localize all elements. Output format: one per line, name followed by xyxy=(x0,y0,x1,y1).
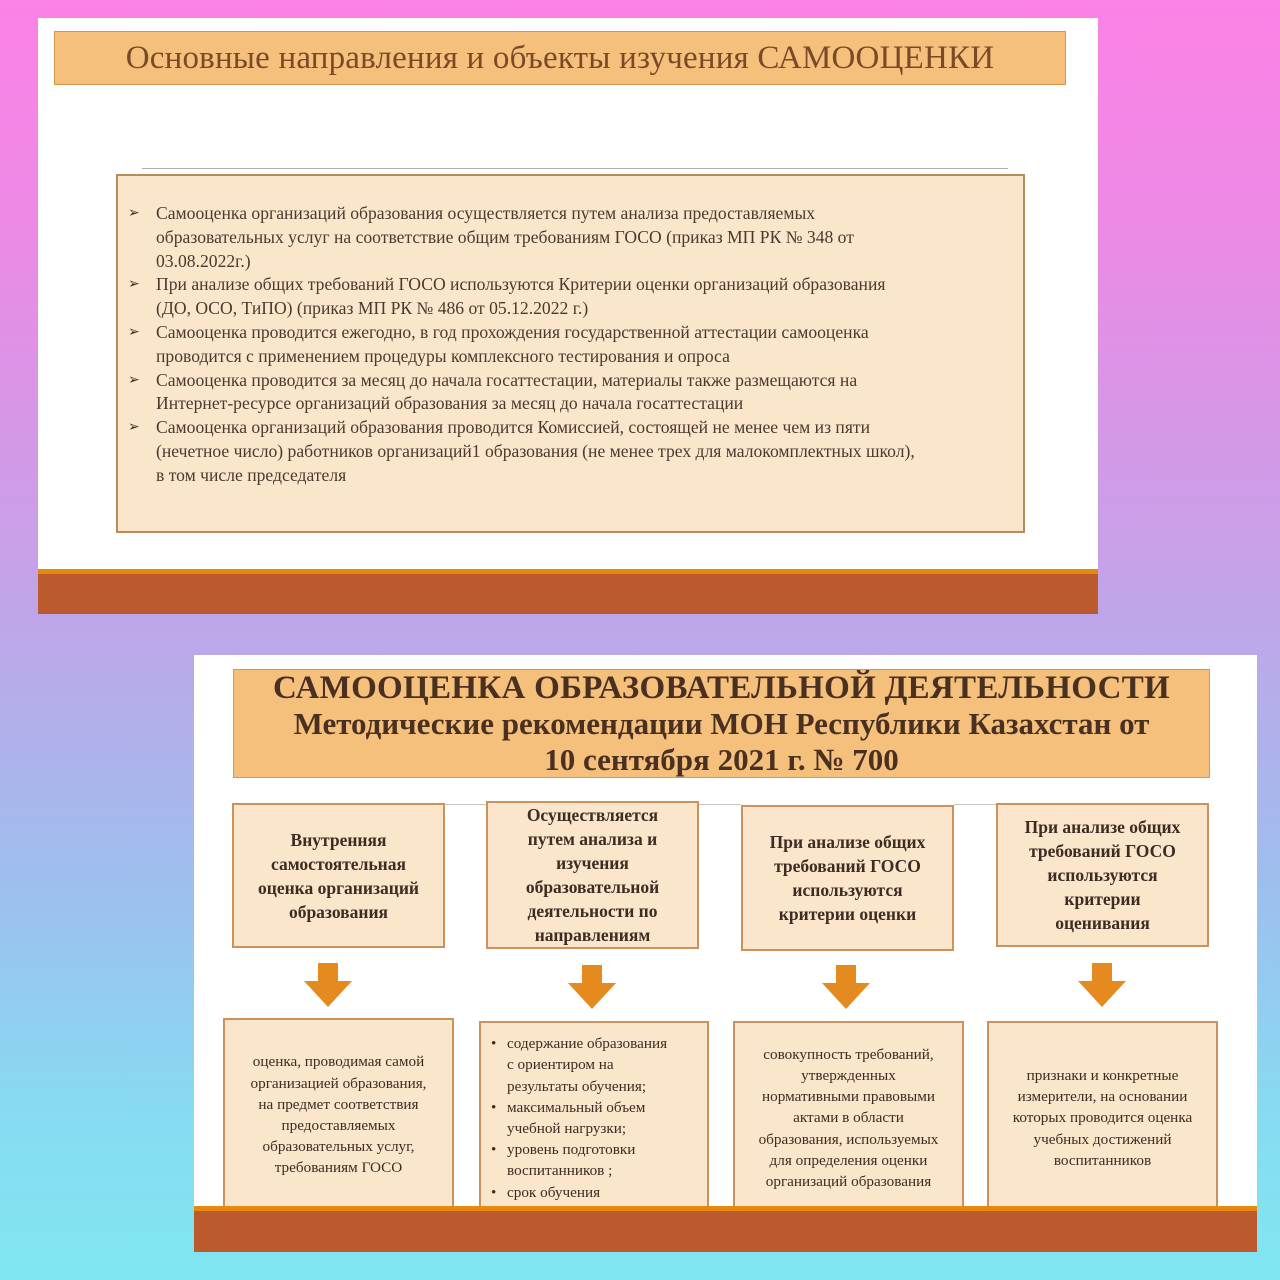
box-text: срок обучения xyxy=(507,1183,601,1201)
description-box-criteria xyxy=(733,1021,964,1215)
box-text: направлениям xyxy=(534,925,651,945)
box-text: оценивания xyxy=(1055,913,1150,933)
list-item xyxy=(491,1182,697,1203)
box-text: Внутренняя xyxy=(290,829,387,850)
bullet-dot-icon: • xyxy=(491,1035,497,1053)
bullet-text: При анализе общих требований ГОСО используются Критерии оценки организаций образования xyxy=(156,274,886,295)
slide2-title xyxy=(233,669,1210,778)
box-text: с ориентиром на xyxy=(507,1056,614,1074)
bullet-text: проводится с применением процедуры комплексного тестирования и опроса xyxy=(156,345,730,366)
bullet-text: Самооценка проводится за месяц до начала госаттестации, материалы также размещаются на xyxy=(156,369,858,390)
list-item xyxy=(128,416,1013,487)
bullet-text: в том числе председателя xyxy=(156,464,347,485)
box-text: требований ГОСО xyxy=(774,856,921,876)
bullet-text: (ДО, ОСО, ТиПО) (приказ МП РК № 486 от 05.12.2022 г.) xyxy=(156,298,589,319)
box-text: организаций образования xyxy=(765,1173,932,1190)
down-arrow-icon xyxy=(568,965,616,1009)
divider xyxy=(142,168,1008,169)
bullet-text: Самооценка организаций образования осуществляется путем анализа предоставляемых xyxy=(156,203,816,223)
slide-self-assessment-directions xyxy=(38,18,1098,614)
box-text: критерии xyxy=(1064,889,1141,909)
box-text: используются xyxy=(1047,865,1158,885)
list-item xyxy=(491,1033,697,1097)
box-text: максимальный объем xyxy=(507,1098,646,1116)
bullet-dot-icon: • xyxy=(491,1183,497,1201)
box-text: учебных достижений xyxy=(1033,1130,1172,1148)
box-text: на предмет соответствия xyxy=(258,1095,419,1113)
slide1-title xyxy=(54,31,1066,85)
box-text: При анализе общих xyxy=(769,832,926,852)
box-text: совокупность требований, xyxy=(763,1045,934,1063)
box-text: Осуществляется xyxy=(526,805,659,825)
box-text: требованиям ГОСО xyxy=(274,1159,403,1177)
slide2-title-sub: Методические рекомендации МОН Республики Казахстан от xyxy=(293,705,1150,741)
box-text: оценка, проводимая самой xyxy=(252,1053,425,1071)
box-text: организацией образования, xyxy=(250,1074,427,1092)
list-item xyxy=(491,1097,697,1139)
bullets-box xyxy=(116,174,1025,533)
box-text: предоставляемых xyxy=(281,1117,396,1134)
box-text: самостоятельная xyxy=(271,853,406,874)
footer-bar xyxy=(194,1211,1257,1252)
box-text: путем анализа и xyxy=(527,829,658,849)
box-text: При анализе общих xyxy=(1024,817,1181,837)
bullet-text: Интернет-ресурсе организаций образования за месяц до начала госаттестации xyxy=(156,393,744,414)
bullet-text: Самооценка организаций образования проводится Комиссией, состоящей не менее чем из пяти xyxy=(156,417,871,438)
slide1-title-text: Основные направления и объекты изучения САМООЦЕНКИ xyxy=(125,39,995,76)
box-text: учебной нагрузки; xyxy=(507,1120,627,1137)
bullet-dot-icon: • xyxy=(491,1141,497,1159)
arrowhead-bullet-icon: ➢ xyxy=(128,420,140,436)
box-text: образовательных услуг, xyxy=(262,1138,415,1156)
box-text: оценка организаций xyxy=(257,877,419,898)
bullet-list xyxy=(491,1033,697,1203)
list-item xyxy=(128,321,1013,369)
list-item xyxy=(491,1139,697,1181)
box-text: требований ГОСО xyxy=(1029,841,1176,861)
box-text: признаки и конкретные xyxy=(1026,1066,1179,1084)
box-text: измерители, на основании xyxy=(1017,1088,1188,1106)
description-box-evaluation-criteria xyxy=(987,1021,1218,1215)
slide2-title-date: 10 сентября 2021 г. № 700 xyxy=(544,741,899,777)
arrowhead-bullet-icon: ➢ xyxy=(128,324,140,340)
box-text: изучения xyxy=(556,853,629,873)
connector-line xyxy=(444,804,486,805)
down-arrow-icon xyxy=(822,965,870,1009)
box-text: образования xyxy=(288,901,389,922)
bullet-text: образовательных услуг на соответствие общим требованиям ГОСО (приказ МП РК № 348 от xyxy=(156,226,854,247)
box-text: воспитанников xyxy=(1053,1151,1152,1169)
concept-box-evaluation-criteria xyxy=(996,803,1209,947)
box-text: критерии оценки xyxy=(778,904,917,924)
box-text: уровень подготовки xyxy=(507,1141,636,1159)
concept-box-analysis xyxy=(486,801,699,949)
bullet-text: (нечетное число) работников организаций1 образования (не менее трех для малокомплектных школ), xyxy=(156,440,915,461)
concept-box-internal-assessment xyxy=(232,803,445,948)
description-box-analysis xyxy=(479,1021,709,1215)
box-text: образования, используемых xyxy=(758,1130,939,1148)
list-item xyxy=(128,369,1013,417)
box-text: воспитанников ; xyxy=(507,1162,613,1180)
slide-self-assessment-methodology xyxy=(194,655,1257,1252)
slide2-title-main: САМООЦЕНКА ОБРАЗОВАТЕЛЬНОЙ ДЕЯТЕЛЬНОСТИ xyxy=(273,669,1170,706)
box-text: для определения оценки xyxy=(769,1151,928,1169)
bullet-text: 03.08.2022г.) xyxy=(156,250,251,271)
description-box-internal-assessment xyxy=(223,1018,454,1212)
box-text: результаты обучения; xyxy=(507,1077,647,1095)
down-arrow-icon xyxy=(304,963,352,1007)
footer-bar xyxy=(38,574,1098,614)
connector-line xyxy=(699,804,741,805)
box-text: деятельности по xyxy=(527,901,658,921)
box-text: актами в области xyxy=(793,1109,904,1127)
box-text: образовательной xyxy=(525,877,660,897)
bullet-text: Самооценка проводится ежегодно, в год прохождения государственной аттестации самооценка xyxy=(156,321,869,342)
connector-line xyxy=(954,804,996,805)
bullet-list xyxy=(118,176,1023,488)
box-text: используются xyxy=(792,880,903,900)
bullet-dot-icon: • xyxy=(491,1098,497,1116)
box-text: которых проводится оценка xyxy=(1012,1109,1193,1127)
box-text: утвержденных xyxy=(801,1066,896,1084)
box-text: нормативными правовыми xyxy=(762,1088,935,1106)
arrowhead-bullet-icon: ➢ xyxy=(128,277,140,293)
concept-box-criteria xyxy=(741,805,954,951)
arrowhead-bullet-icon: ➢ xyxy=(128,372,140,388)
list-item xyxy=(128,202,1013,273)
box-text: содержание образования xyxy=(507,1035,668,1053)
arrowhead-bullet-icon: ➢ xyxy=(128,206,140,221)
down-arrow-icon xyxy=(1078,963,1126,1007)
list-item xyxy=(128,273,1013,321)
